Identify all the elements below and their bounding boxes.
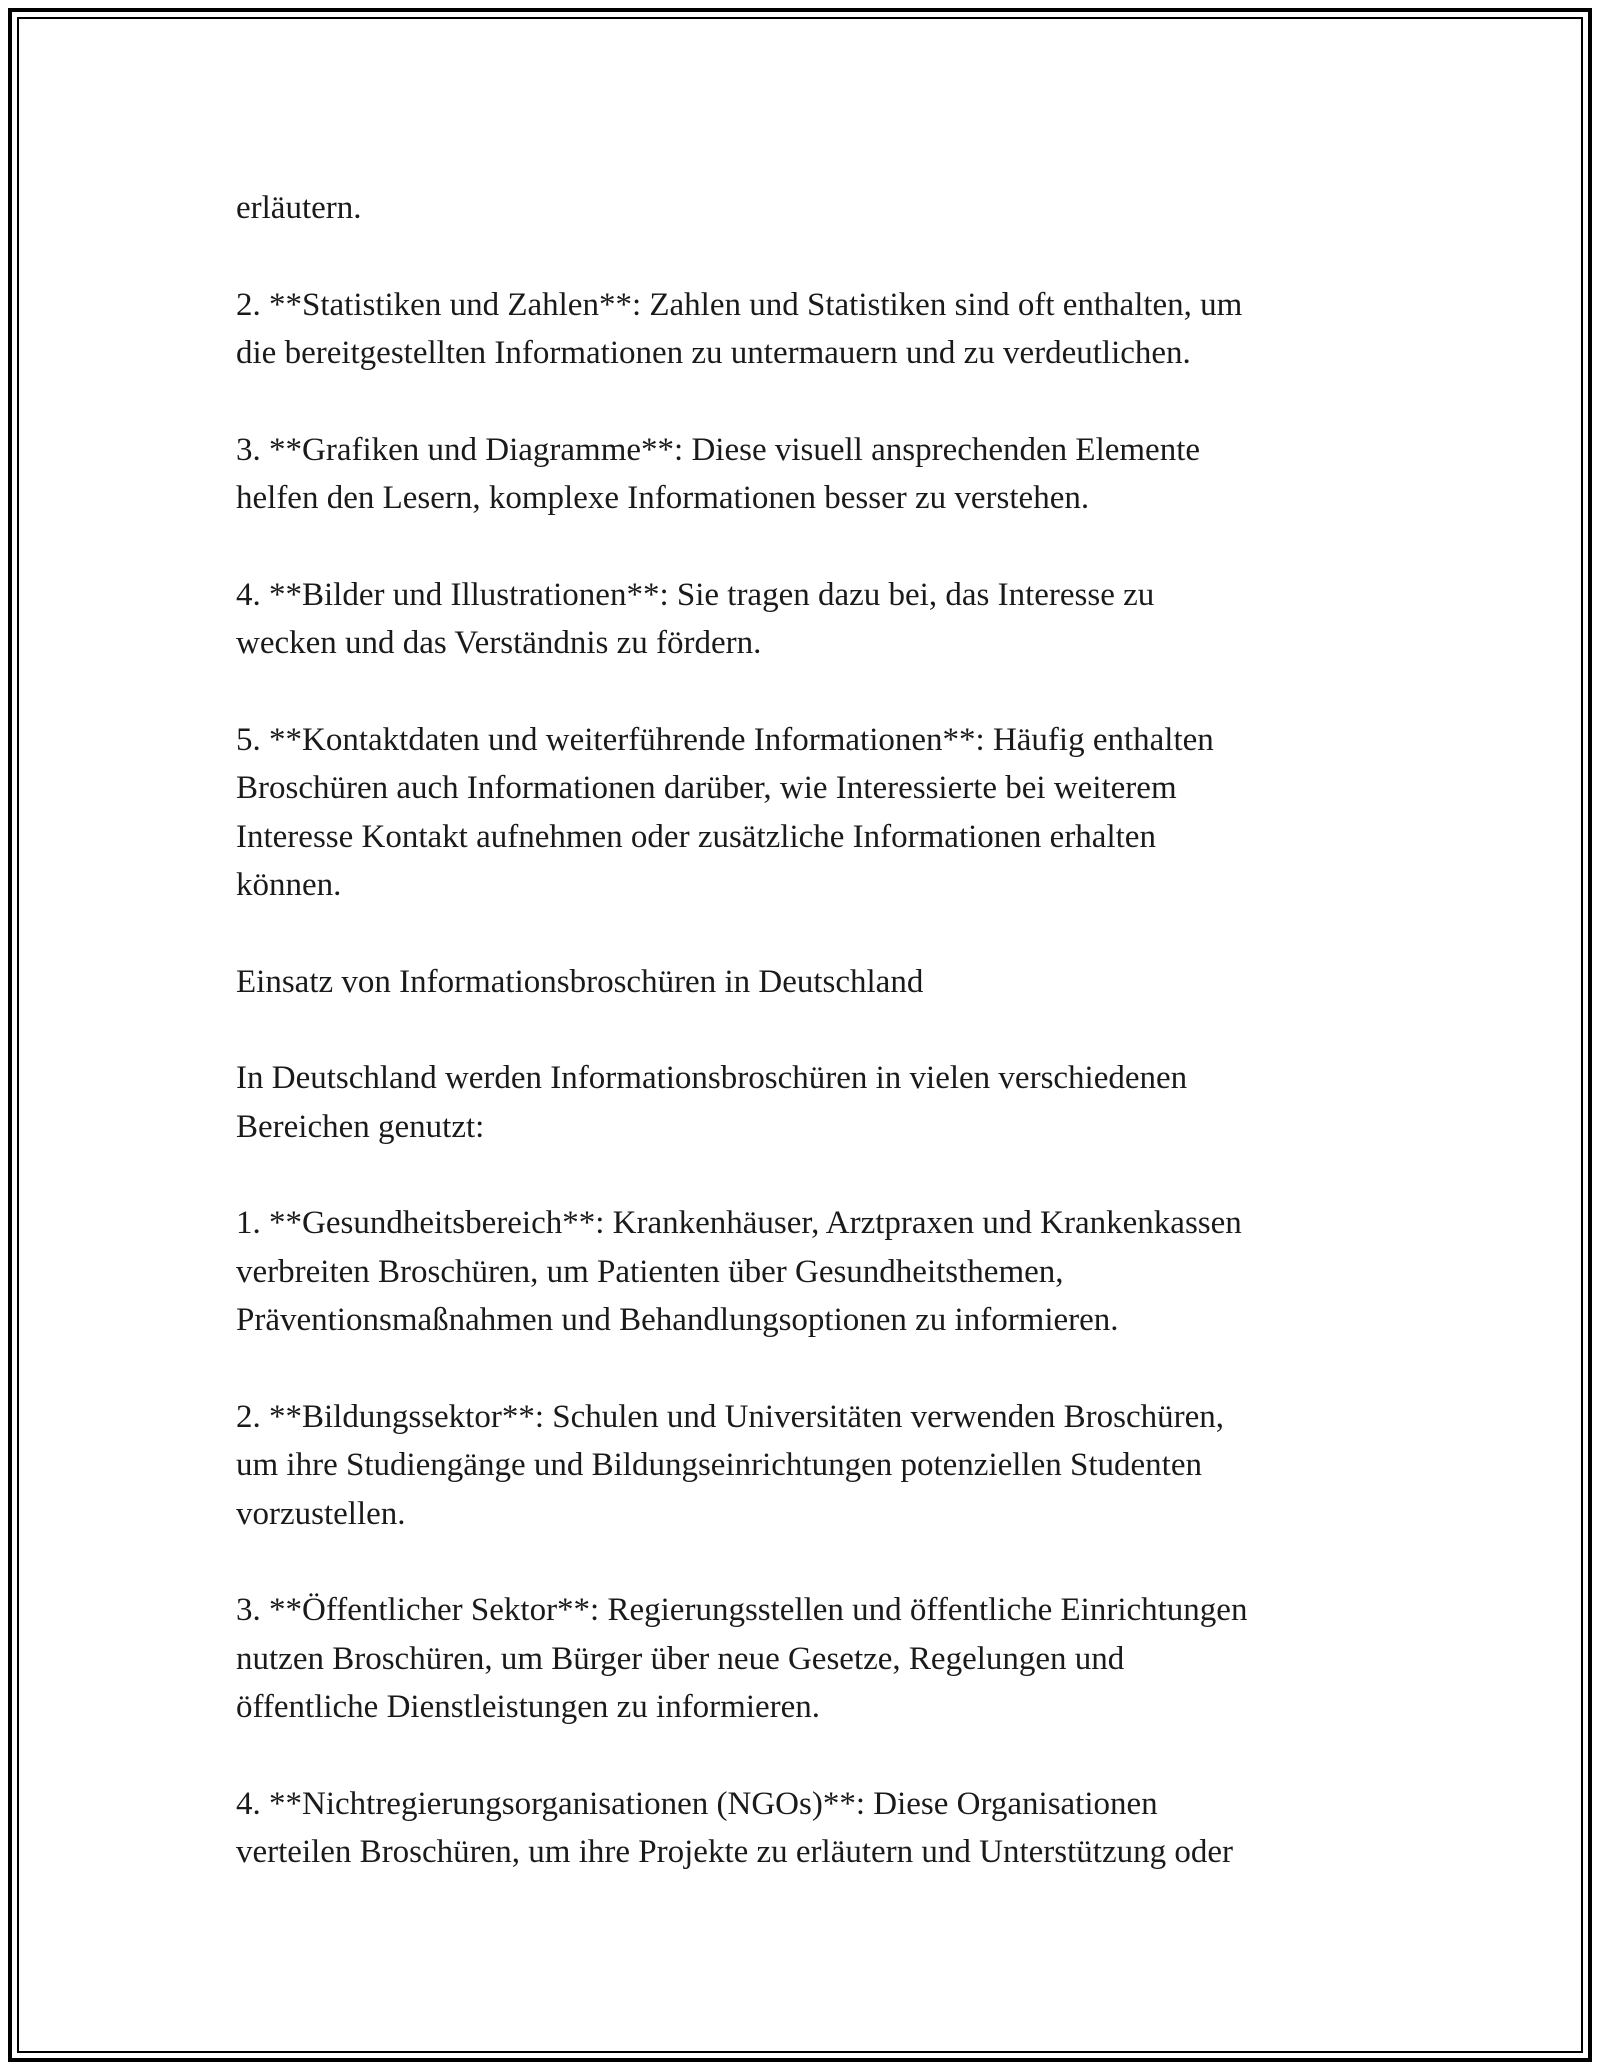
paragraph-continuation: erläutern. (236, 190, 362, 226)
section-intro: In Deutschland werden Informationsbroschüren in vielen verschiedenen Bereichen genutzt: (236, 1060, 1188, 1145)
list-item-contact: 5. **Kontaktdaten und weiterführende Informationen**: Häufig enthalten Broschüren auch Informationen darüber, wie Interessierte bei weiterem Interesse Kontakt aufnehmen oder zusätzliche Informationen erhalten können. (236, 721, 1214, 903)
list-item-public-sector: 3. **Öffentlicher Sektor**: Regierungsstellen und öffentliche Einrichtungen nutzen Broschüren, um Bürger über neue Gesetze, Regelungen und öffentliche Dienstleistungen zu informieren. (236, 1592, 1248, 1725)
list-item-health: 1. **Gesundheitsbereich**: Krankenhäuser, Arztpraxen und Krankenkassen verbreiten Broschüren, um Patienten über Gesundheitsthemen, Präventionsmaßnahmen und Behandlungsoptionen zu informieren. (236, 1205, 1242, 1338)
list-item-education: 2. **Bildungssektor**: Schulen und Universitäten verwenden Broschüren, um ihre Studiengänge und Bildungseinrichtungen potenziellen Studenten vorzustellen. (236, 1398, 1224, 1532)
list-item-statistics: 2. **Statistiken und Zahlen**: Zahlen und Statistiken sind oft enthalten, um die bereitgestellten Informationen zu untermauern und zu verdeutlichen. (236, 286, 1243, 371)
section-heading: Einsatz von Informationsbroschüren in Deutschland (236, 963, 924, 1000)
list-item-images: 4. **Bilder und Illustrationen**: Sie tragen dazu bei, das Interesse zu wecken und das Verständnis zu fördern. (236, 576, 1155, 661)
page-content (236, 184, 1386, 1877)
list-item-ngos: 4. **Nichtregierungsorganisationen (NGOs)**: Diese Organisationen verteilen Broschüren, um ihre Projekte zu erläutern und Unterstützung oder (236, 1785, 1234, 1870)
list-item-graphics: 3. **Grafiken und Diagramme**: Diese visuell ansprechenden Elemente helfen den Lesern, komplexe Informationen besser zu verstehen. (236, 431, 1201, 516)
